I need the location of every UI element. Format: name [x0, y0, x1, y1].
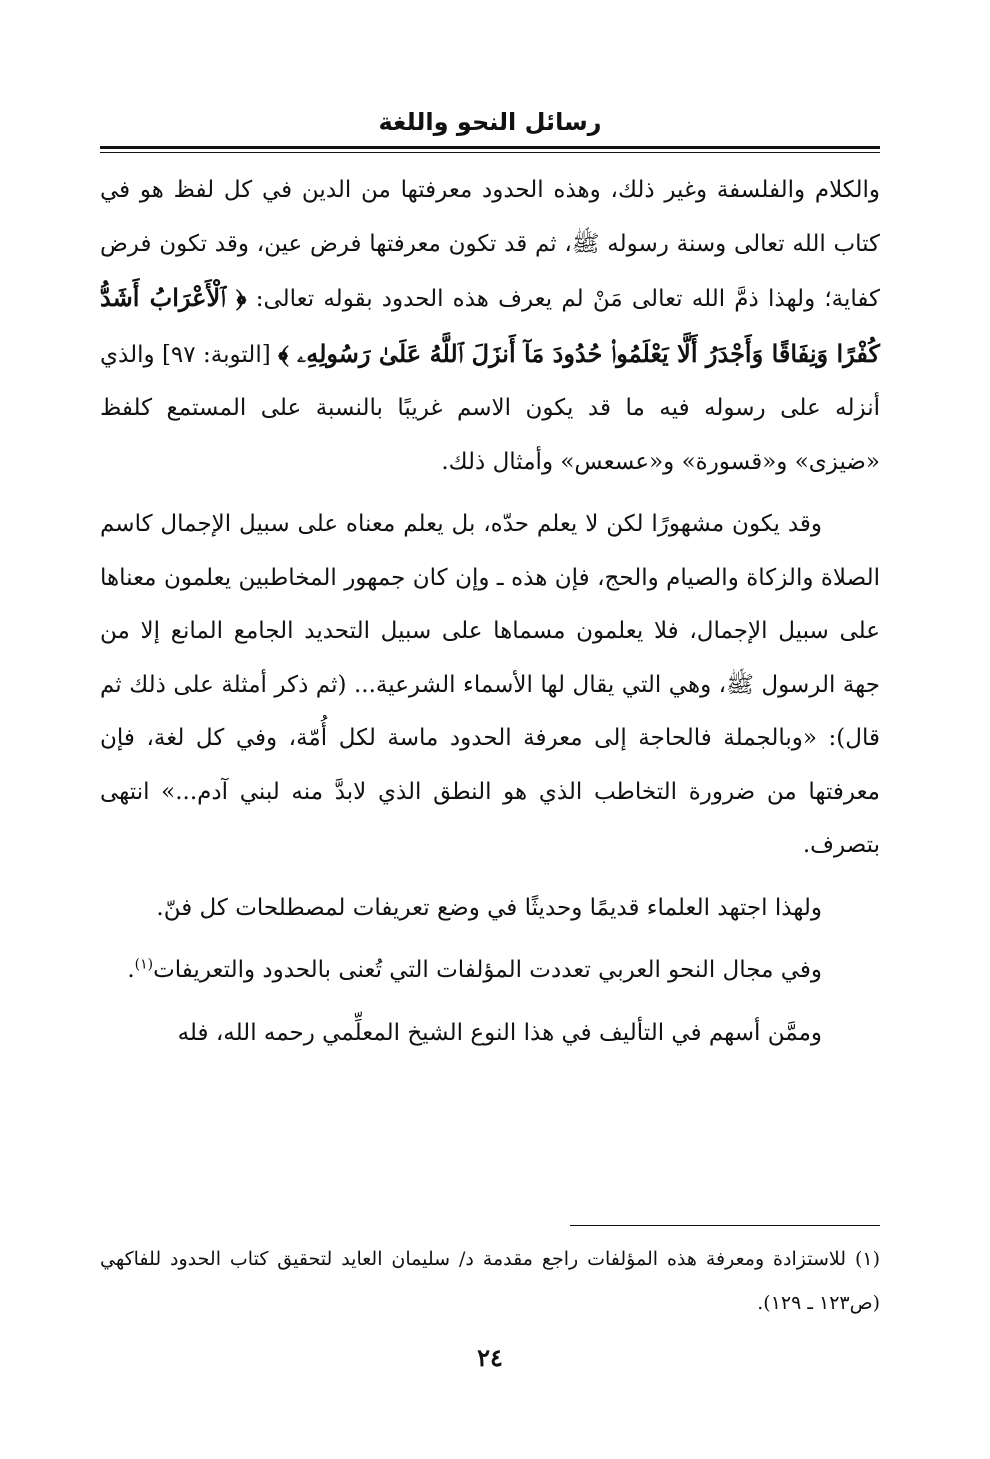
- paragraph-2: وقد يكون مشهورًا لكن لا يعلم حدّه، بل يعلم معناه على سبيل الإجمال كاسم الصلاة والزكاة والصيام والحج، فإن هذه ـ وإن كان جمهور المخاطبين يعلمون معناها على سبيل الإجمال، فلا يعلمون مسماها على سبيل التحديد الجامع المانع إلا من جهة الرسول ﷺ، وهي التي يقال لها الأسماء الشرعية... (ثم ذكر أمثلة على ذلك ثم قال): «وبالجملة فالحاجة إلى معرفة الحدود ماسة لكل أُمّة، وفي كل لغة، فإن معرفتها من ضرورة التخاطب الذي هو النطق الذي لابدَّ منه لبني آدم...» انتهى بتصرف.: [100, 511, 880, 858]
- running-header: رسائل النحو واللغة: [378, 108, 602, 136]
- paragraph-4-text: وفي مجال النحو العربي تعددت المؤلفات التي تُعنى بالحدود والتعريفات: [153, 957, 822, 983]
- footnote-reference[interactable]: (١): [134, 956, 154, 973]
- header-rule-thin: [100, 152, 880, 153]
- verse-continuation: [التوبة: ٩٧] والذي أنزله على رسوله فيه ما قد يكون الاسم غريبًا بالنسبة على المستمع كلفظ «ضيزى» و«قسورة» و«عسعس» وأمثال ذلك.: [100, 341, 880, 475]
- paragraph-1-text: والكلام والفلسفة وغير ذلك، وهذه الحدود معرفتها من الدين في كل لفظ هو في كتاب الله تعالى وسنة رسوله ﷺ، ثم قد تكون معرفتها فرض عين، وقد تكون فرض كفاية؛ ولهذا ذمَّ الله تعالى مَنْ لم يعرف هذه الحدود بقوله تعالى:: [100, 177, 881, 312]
- footnote: (١) للاستزادة ومعرفة هذه المؤلفات راجع مقدمة د/ سليمان العايد لتحقيق كتاب الحدود للفاكهي (ص١٢٣ ـ ١٢٩).: [100, 1248, 880, 1314]
- paragraph-5: وممَّن أسهم في التأليف في هذا النوع الشيخ المعلِّمي رحمه الله، فله: [177, 1019, 822, 1046]
- body-text: [100, 164, 880, 1060]
- paragraph-3: ولهذا اجتهد العلماء قديمًا وحديثًا في وضع تعريفات لمصطلحات كل فنّ.: [156, 894, 822, 921]
- header-rule: [100, 146, 880, 149]
- paragraph-1: [100, 164, 880, 489]
- page-number: ٢٤: [477, 1343, 503, 1372]
- paragraph-4-end: .: [127, 957, 135, 983]
- paragraph-4: [100, 944, 880, 998]
- footnote-separator: [570, 1225, 880, 1226]
- quran-verse: ﴿ ٱلْأَعْرَابُ أَشَدُّ كُفْرًا وَنِفَاقًا وَأَجْدَرُ أَلَّا يَعْلَمُوا۟ حُدُودَ مَآ أَنزَلَ ٱللَّهُ عَلَىٰ رَسُولِهِۦ ﴾: [100, 283, 880, 368]
